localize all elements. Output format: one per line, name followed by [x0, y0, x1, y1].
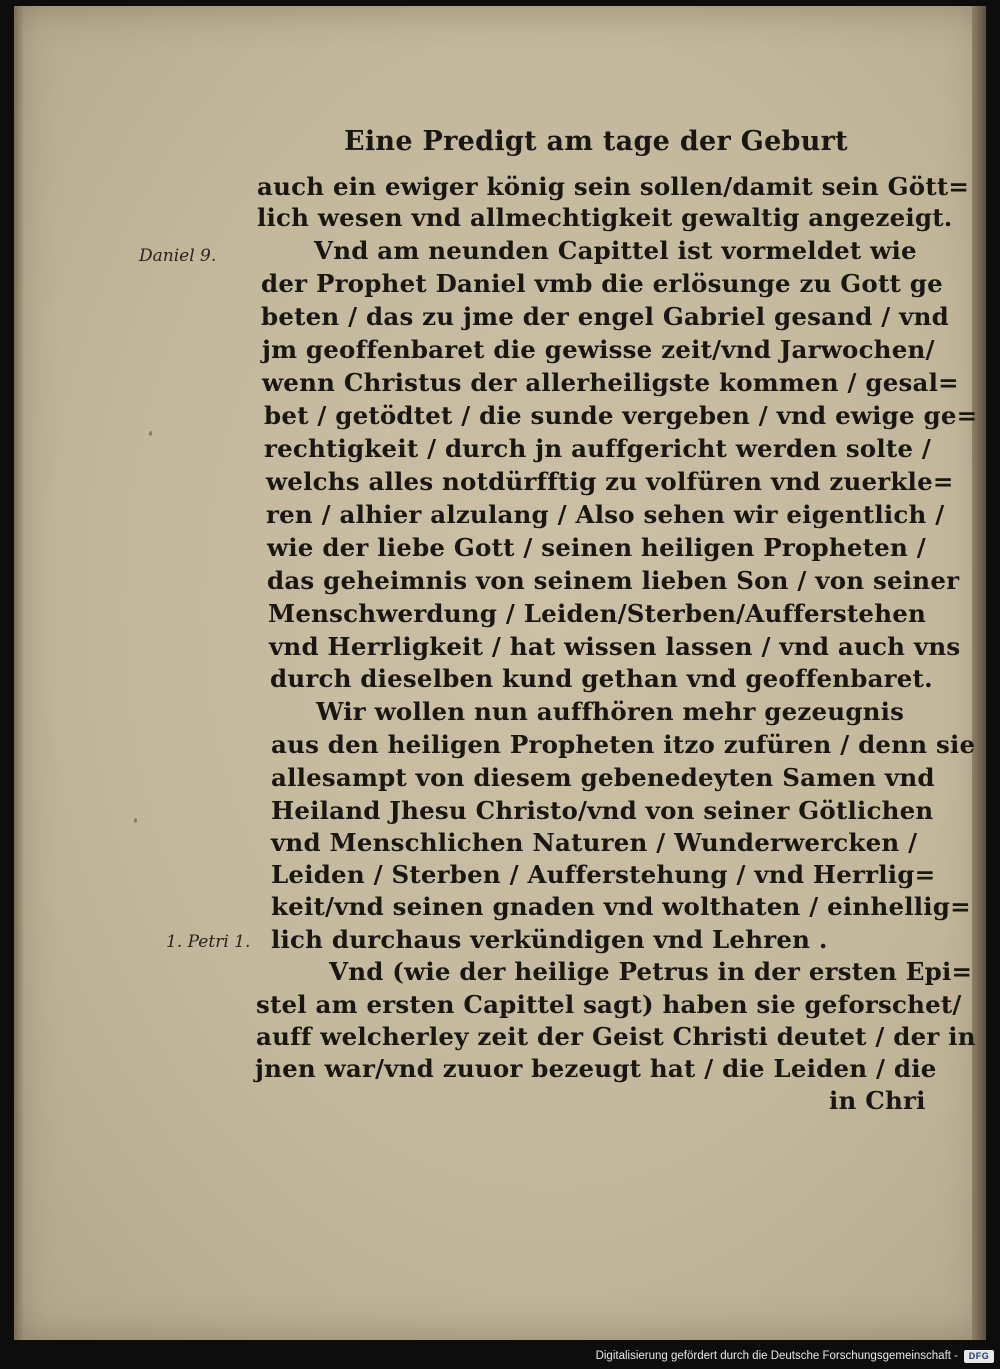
text-line: welchs alles notdürfftig zu volfüren vnd zuerkle= [266, 467, 954, 496]
paper-blemish [149, 431, 152, 436]
text-line: Leiden / Sterben / Aufferstehung / vnd Herrlig= [271, 860, 936, 889]
text-line: lich durchaus verkündigen vnd Lehren . [271, 925, 828, 954]
dfg-logo-text: DFG [968, 1351, 990, 1361]
text-line: keit/vnd seinen gnaden vnd wolthaten / einhellig= [271, 892, 971, 921]
text-line: vnd Menschlichen Naturen / Wunderwercken / [271, 828, 918, 857]
text-line: stel am ersten Capittel sagt) haben sie geforschet/ [256, 990, 962, 1019]
text-line: jnen war/vnd zuuor bezeugt hat / die Leiden / die [255, 1054, 937, 1083]
text-line: bet / getödtet / die sunde vergeben / vnd ewige ge= [264, 401, 978, 430]
text-line: rechtigkeit / durch jn auffgericht werden solte / [264, 434, 932, 463]
dfg-logo-icon[interactable] [964, 1350, 994, 1363]
book-page [14, 6, 986, 1340]
catchword: in Chri [829, 1086, 926, 1115]
text-line: durch dieselben kund gethan vnd geoffenbaret. [270, 664, 933, 693]
text-line: auch ein ewiger könig sein sollen/damit sein Gött= [257, 172, 970, 201]
text-line: Heiland Jhesu Christo/vnd von seiner Götlichen [271, 796, 934, 825]
credit-text: Digitalisierung gefördert durch die Deutsche Forschungsgemeinschaft - [595, 1350, 958, 1362]
running-header: Eine Predigt am tage der Geburt [344, 126, 848, 157]
text-line: Menschwerdung / Leiden/Sterben/Aufferstehen [268, 599, 927, 628]
text-line: Wir wollen nun auffhören mehr gezeugnis [316, 697, 905, 726]
margin-note-petri: 1. Petri 1. [166, 932, 251, 952]
paper-blemish [134, 818, 137, 823]
text-line: Vnd am neunden Capittel ist vormeldet wie [314, 236, 917, 265]
text-line: allesampt von diesem gebenedeyten Samen vnd [271, 763, 935, 792]
text-line: Vnd (wie der heilige Petrus in der ersten Epi= [329, 957, 973, 986]
text-line: wenn Christus der allerheiligste kommen / gesal= [262, 368, 959, 397]
margin-note-daniel: Daniel 9. [139, 246, 217, 266]
text-line: jm geoffenbaret die gewisse zeit/vnd Jarwochen/ [262, 335, 935, 364]
text-line: das geheimnis von seinem lieben Son / von seiner [267, 566, 960, 595]
page-gutter-shadow [14, 6, 24, 1340]
text-line: wie der liebe Gott / seinen heiligen Propheten / [267, 533, 926, 562]
text-line: auff welcherley zeit der Geist Christi deutet / der in [256, 1022, 976, 1051]
text-line: der Prophet Daniel vmb die erlösunge zu Gott ge [261, 269, 943, 298]
text-line: aus den heiligen Propheten itzo zufüren / denn sie [271, 730, 976, 759]
text-line: lich wesen vnd allmechtigkeit gewaltig angezeigt. [257, 203, 953, 232]
text-line: vnd Herrligkeit / hat wissen lassen / vnd auch vns [269, 632, 961, 661]
text-line: beten / das zu jme der engel Gabriel gesand / vnd [261, 302, 949, 331]
text-line: ren / alhier alzulang / Also sehen wir eigentlich / [266, 500, 945, 529]
digitization-credit [596, 1347, 994, 1365]
page-edge [972, 6, 986, 1340]
